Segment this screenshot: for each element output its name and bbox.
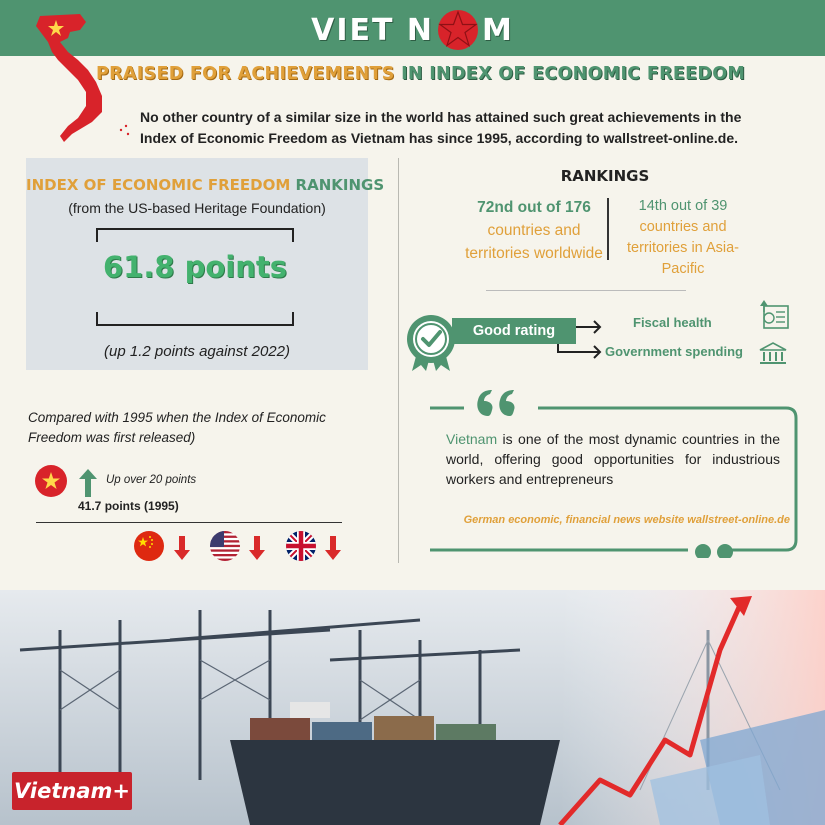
subtitle-part2: IN INDEX OF ECONOMIC FREEDOM: [401, 64, 746, 84]
down-arrow-icon: [324, 535, 342, 561]
score-value: 61.8 points: [102, 250, 288, 284]
ranking-underline: [486, 290, 686, 291]
points-1995: 41.7 points (1995): [78, 499, 179, 513]
index-heading: [26, 176, 385, 194]
score-change: (up 1.2 points against 2022): [104, 343, 290, 360]
vietnam-flag-icon: [35, 465, 67, 497]
quote-highlight: Vietnam: [446, 431, 498, 447]
star-icon: [436, 8, 480, 52]
comparison-line: [36, 522, 342, 523]
index-source: (from the US-based Heritage Foundation): [68, 200, 326, 216]
branch-arrows-icon: [556, 316, 604, 362]
fiscal-report-icon: [756, 298, 790, 330]
up-points-text: Up over 20 points: [106, 474, 197, 486]
china-flag-icon: [134, 531, 164, 561]
good-rating-label: Good rating: [452, 318, 576, 344]
government-spending-label: Government spending: [605, 344, 743, 359]
ranking-divider: [607, 198, 609, 260]
fiscal-health-label: Fiscal health: [633, 315, 712, 330]
asia-ranking-head: 14th out of 39: [638, 198, 728, 214]
intro-text: No other country of a similar size in the world has attained such great achievements in the Index of Economic Freedom as Vietnam has since 1995, according to wallstreet-online.de.: [140, 109, 742, 146]
subtitle: [96, 64, 816, 90]
column-divider: [398, 158, 399, 563]
down-arrow-icon: [173, 535, 191, 561]
quote-source: German economic, financial news website wallstreet-online.de: [463, 514, 790, 526]
quote-body: is one of the most dynamic countries in the world, offering good opportunities for industrious workers and entrepreneurs: [446, 431, 780, 487]
uk-flag-icon: [286, 531, 316, 561]
down-arrow-icon: [248, 535, 266, 561]
vietnamplus-logo: Vietnam+: [12, 772, 132, 810]
approval-badge-icon: [404, 313, 458, 373]
comparison-text: Compared with 1995 when the Index of Economic Freedom was first released): [28, 410, 326, 445]
close-quote-icon: [695, 544, 733, 558]
rankings-title: RANKINGS: [560, 167, 650, 185]
index-heading-part1: INDEX OF ECONOMIC FREEDOM: [26, 176, 291, 194]
usa-flag-icon: [210, 531, 240, 561]
open-quote-icon: [477, 390, 514, 416]
header-title-left: VIET N: [311, 12, 435, 48]
bank-icon: [758, 342, 788, 366]
asia-ranking: [618, 196, 748, 280]
global-ranking-head: 72nd out of 176: [477, 199, 591, 216]
index-heading-part2: RANKINGS: [290, 176, 385, 194]
subtitle-part1: PRAISED FOR ACHIEVEMENTS: [96, 64, 402, 84]
asia-ranking-body: countries and territories in Asia-Pacific: [626, 219, 739, 277]
global-ranking: [462, 196, 606, 265]
quote-text: [446, 429, 780, 489]
global-ranking-body: countries and territories worldwide: [465, 222, 603, 262]
up-arrow-icon: [78, 468, 98, 498]
index-box: [26, 158, 385, 370]
header-title-right: M: [482, 12, 514, 48]
